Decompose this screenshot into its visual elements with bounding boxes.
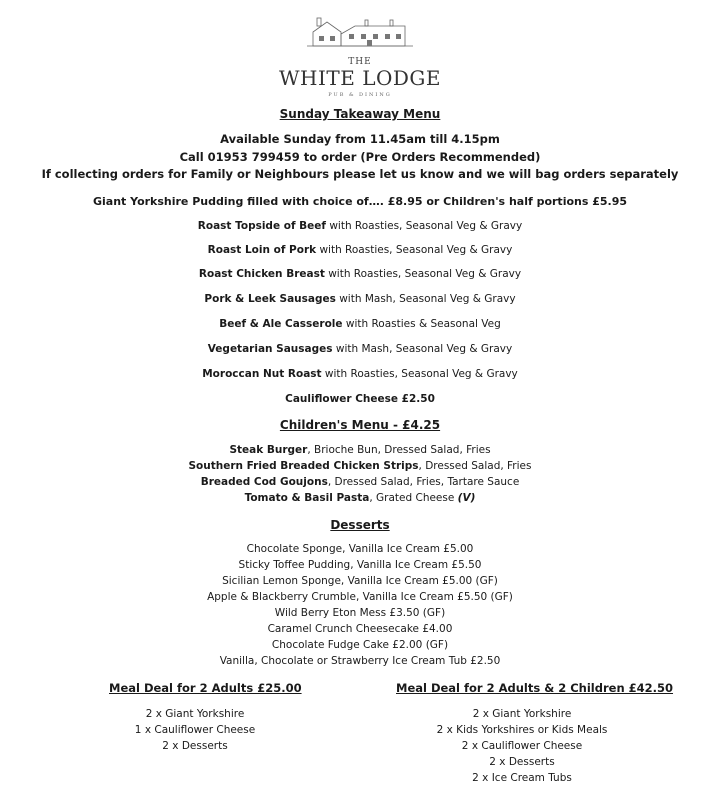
main-item: Vegetarian Sausages with Mash, Seasonal Veg & Gravy <box>207 343 513 355</box>
info-collection: If collecting orders for Family or Neighbours please let us know and we will bag orders separately <box>41 167 679 181</box>
dessert-item: Apple & Blackberry Crumble, Vanilla Ice Cream £5.50 (GF) <box>207 591 513 603</box>
brand-the: THE <box>348 57 372 67</box>
meal-deal-family-title: Meal Deal for 2 Adults & 2 Children £42.50 <box>396 681 674 695</box>
desserts-title: Desserts <box>330 518 390 532</box>
meal-deal-adults-title: Meal Deal for 2 Adults £25.00 <box>109 681 302 695</box>
meal-deal-adults-item: 1 x Cauliflower Cheese <box>134 724 256 736</box>
children-item: Steak Burger, Brioche Bun, Dressed Salad, Fries <box>229 444 491 456</box>
giant-yorkshire-line: Giant Yorkshire Pudding filled with choice of…. £8.95 or Children's half portions £5.95 <box>92 195 628 208</box>
main-item: Roast Chicken Breast with Roasties, Seasonal Veg & Gravy <box>198 268 522 280</box>
info-phone: Call 01953 799459 to order (Pre Orders Recommended) <box>179 150 541 164</box>
meal-deal-family-item: 2 x Kids Yorkshires or Kids Meals <box>436 724 608 736</box>
dessert-item: Wild Berry Eton Mess £3.50 (GF) <box>274 607 446 619</box>
meal-deal-adults-item: 2 x Desserts <box>162 740 228 752</box>
dessert-item: Chocolate Fudge Cake £2.00 (GF) <box>271 639 449 651</box>
dessert-item: Sticky Toffee Pudding, Vanilla Ice Cream £5.50 <box>238 559 482 571</box>
meal-deal-family-item: 2 x Cauliflower Cheese <box>461 740 583 752</box>
meal-deal-family-item: 2 x Desserts <box>489 756 555 768</box>
main-item: Beef & Ale Casserole with Roasties & Seasonal Veg <box>219 318 501 330</box>
menu-title: Sunday Takeaway Menu <box>279 107 441 121</box>
main-item: Pork & Leek Sausages with Mash, Seasonal Veg & Gravy <box>204 293 516 305</box>
brand-subtitle: PUB & DINING <box>328 92 392 98</box>
meal-deal-family-item: 2 x Giant Yorkshire <box>472 708 572 720</box>
brand-name: WHITE LODGE <box>279 66 441 90</box>
meal-deal-family-item: 2 x Ice Cream Tubs <box>472 772 572 784</box>
main-item: Roast Loin of Pork with Roasties, Seasonal Veg & Gravy <box>207 244 513 256</box>
main-item: Roast Topside of Beef with Roasties, Seasonal Veg & Gravy <box>197 220 523 232</box>
children-item: Breaded Cod Goujons, Dressed Salad, Fries, Tartare Sauce <box>200 476 520 488</box>
main-item: Cauliflower Cheese £2.50 <box>285 393 435 405</box>
info-hours: Available Sunday from 11.45am till 4.15pm <box>220 132 500 146</box>
dessert-item: Caramel Crunch Cheesecake £4.00 <box>267 623 453 635</box>
lodge-building-icon <box>305 14 415 54</box>
dessert-item: Chocolate Sponge, Vanilla Ice Cream £5.00 <box>246 543 474 555</box>
children-item: Tomato & Basil Pasta, Grated Cheese (V) <box>244 492 476 504</box>
dessert-item: Vanilla, Chocolate or Strawberry Ice Cream Tub £2.50 <box>219 655 501 667</box>
main-item: Moroccan Nut Roast with Roasties, Seasonal Veg & Gravy <box>202 368 518 380</box>
meal-deal-adults-item: 2 x Giant Yorkshire <box>145 708 245 720</box>
children-item: Southern Fried Breaded Chicken Strips, Dressed Salad, Fries <box>188 460 532 472</box>
children-menu-title: Children's Menu - £4.25 <box>279 418 441 432</box>
dessert-item: Sicilian Lemon Sponge, Vanilla Ice Cream £5.00 (GF) <box>222 575 498 587</box>
